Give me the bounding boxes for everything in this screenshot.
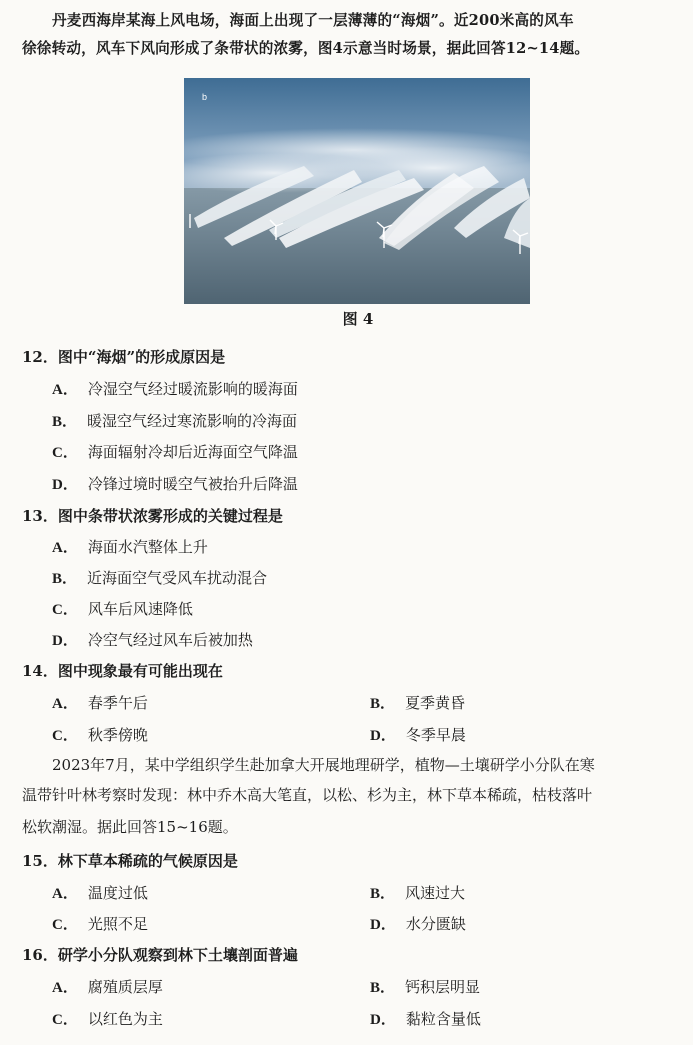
q15-option-b: B． 风速过大 [370, 884, 466, 902]
question-13-stem: 13．图中条带状浓雾形成的关键过程是 [22, 507, 283, 525]
intro-line-2: 徐徐转动，风车下风向形成了条带状的浓雾，图4示意当时场景，据此回答12~14题。 [22, 40, 590, 57]
q16-option-a: A． 腐殖质层厚 [52, 978, 163, 996]
passage2-line-1: 2023年7月，某中学组织学生赴加拿大开展地理研学，植物—土壤研学小分队在寒 [52, 756, 595, 774]
q15-option-a: A． 温度过低 [52, 884, 148, 902]
q13-option-c: C． 风车后风速降低 [52, 600, 193, 618]
q14-option-b: B． 夏季黄昏 [370, 694, 466, 712]
passage2-line-2: 温带针叶林考察时发现：林中乔木高大笔直，以松、杉为主，林下草本稀疏，枯枝落叶 [22, 786, 593, 804]
question-16-stem: 16．研学小分队观察到林下土壤剖面普遍 [22, 946, 298, 964]
q15-option-c: C． 光照不足 [52, 915, 148, 933]
q13-option-a: A． 海面水汽整体上升 [52, 538, 208, 556]
figure-4-photo [184, 78, 530, 304]
q16-option-b: B． 钙积层明显 [370, 978, 481, 996]
q14-option-a: A． 春季午后 [52, 694, 148, 712]
q14-option-c: C． 秋季傍晚 [52, 726, 148, 744]
question-14-stem: 14．图中现象最有可能出现在 [22, 662, 223, 680]
q16-option-c: C． 以红色为主 [52, 1010, 163, 1028]
q12-option-a: A． 冷湿空气经过暖流影响的暖海面 [52, 380, 298, 398]
passage2-line-3: 松软潮湿。据此回答15~16题。 [22, 818, 238, 836]
question-15-stem: 15．林下草本稀疏的气候原因是 [22, 852, 238, 870]
q14-option-d: D． 冬季早晨 [370, 726, 466, 744]
q12-option-d: D． 冷锋过境时暖空气被抬升后降温 [52, 475, 298, 493]
q16-option-d: D． 黏粒含量低 [370, 1010, 481, 1028]
intro-line-1: 丹麦西海岸某海上风电场，海面上出现了一层薄薄的“海烟”。近200米高的风车 [52, 12, 574, 29]
q13-option-d: D． 冷空气经过风车后被加热 [52, 631, 253, 649]
figure-caption: 图 4 [342, 310, 374, 328]
question-12-stem: 12．图中“海烟”的形成原因是 [22, 348, 226, 366]
q12-option-b: B． 暖湿空气经过寒流影响的冷海面 [52, 412, 298, 430]
q13-option-b: B． 近海面空气受风车扰动混合 [52, 569, 268, 587]
figure-corner-mark: b [202, 92, 208, 102]
q12-option-c: C． 海面辐射冷却后近海面空气降温 [52, 443, 298, 461]
q15-option-d: D． 水分匮缺 [370, 915, 466, 933]
